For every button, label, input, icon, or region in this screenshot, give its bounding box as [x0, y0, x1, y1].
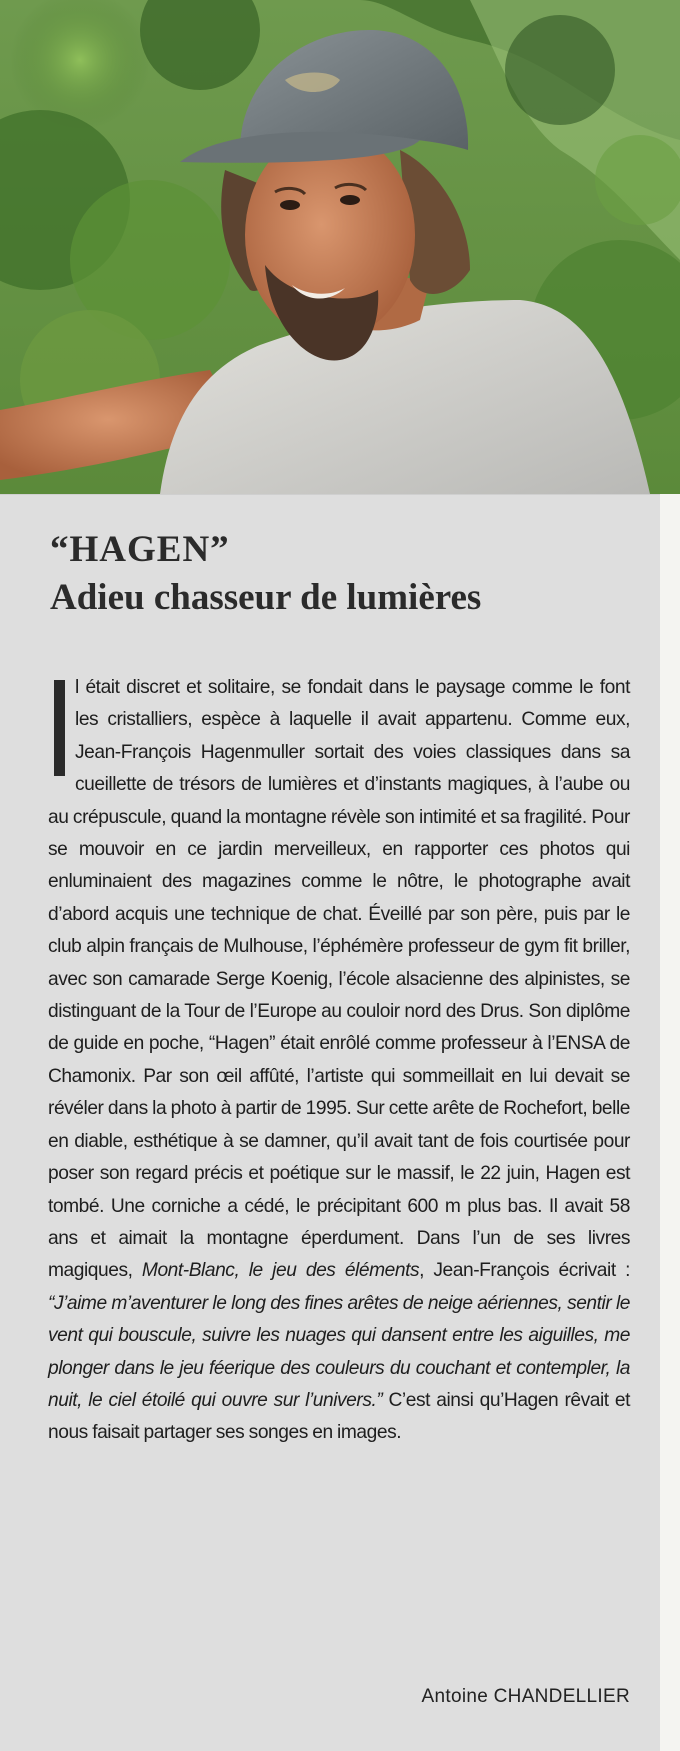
body-mid: , Jean-François écrivait :: [419, 1260, 630, 1282]
quote: “J’aime m’aventurer le long des fines arêtes de neige aériennes, sentir le vent qui bouscule, suivre les nuages qui dansent entre les aiguilles, me plonger dans le jeu féerique des couleurs du couchant et contempler, la nuit, le ciel étoilé qui ouvre sur l’univers.”: [48, 1292, 630, 1411]
body-intro: l était discret et solitaire, se fondait dans le paysage comme le font les cristalliers, espèce à laquelle il avait appartenu. Comme eux, Jean-François Hagenmuller sortait des voies classiques dans sa cueillette de trésors de lumières et d’instants magiques, à l’aube ou au crépuscule, quand la montagne révèle son intimité et sa fragilité. Pour se mouvoir en ce jardin merveilleux, en rapporter ces photos qui enluminaient des magazines comme le nôtre, le photographe avait d’abord acquis une technique de chat. Éveillé par son père, puis par le club alpin français de Mulhouse, l’éphémère professeur de gym fit briller, avec son camarade Serge Koenig, l’école alsacienne des alpinistes, se distinguant de la Tour de l’Europe au couloir nord des Drus. Son diplôme de guide en poche, “Hagen” était enrôlé comme professeur à l’ENSA de Chamonix. Par son œil affûté, l’artiste qui sommeillait en lui devait se révéler dans la photo à partir de 1995. Sur cette arête de Rochefort, belle en diable, esthétique à se damner, qu’il avait tant de fois courtisée pour poser son regard précis et poétique sur le massif, le 22 juin, Hagen est tombé. Une corniche a cédé, le précipitant 600 m plus bas. Il avait 58 ans et aimait la montagne éperdument. Dans l’un de ses livres magiques,: [48, 677, 630, 1282]
body-end: C’est ainsi qu’Hagen rêvait et nous faisait partager ses songes en images.: [48, 1389, 630, 1444]
article-author: Antoine CHANDELLIER: [421, 1686, 630, 1707]
article-body: [48, 672, 630, 1450]
portrait-illustration: [0, 0, 680, 494]
article-kicker: “HAGEN”: [50, 529, 230, 570]
book-title: Mont-Blanc, le jeu des éléments: [141, 1260, 420, 1282]
drop-cap-bar: [54, 680, 65, 776]
portrait-photo: [0, 0, 680, 494]
page-margin: [660, 494, 680, 1750]
article-headline: Adieu chasseur de lumières: [50, 577, 482, 618]
